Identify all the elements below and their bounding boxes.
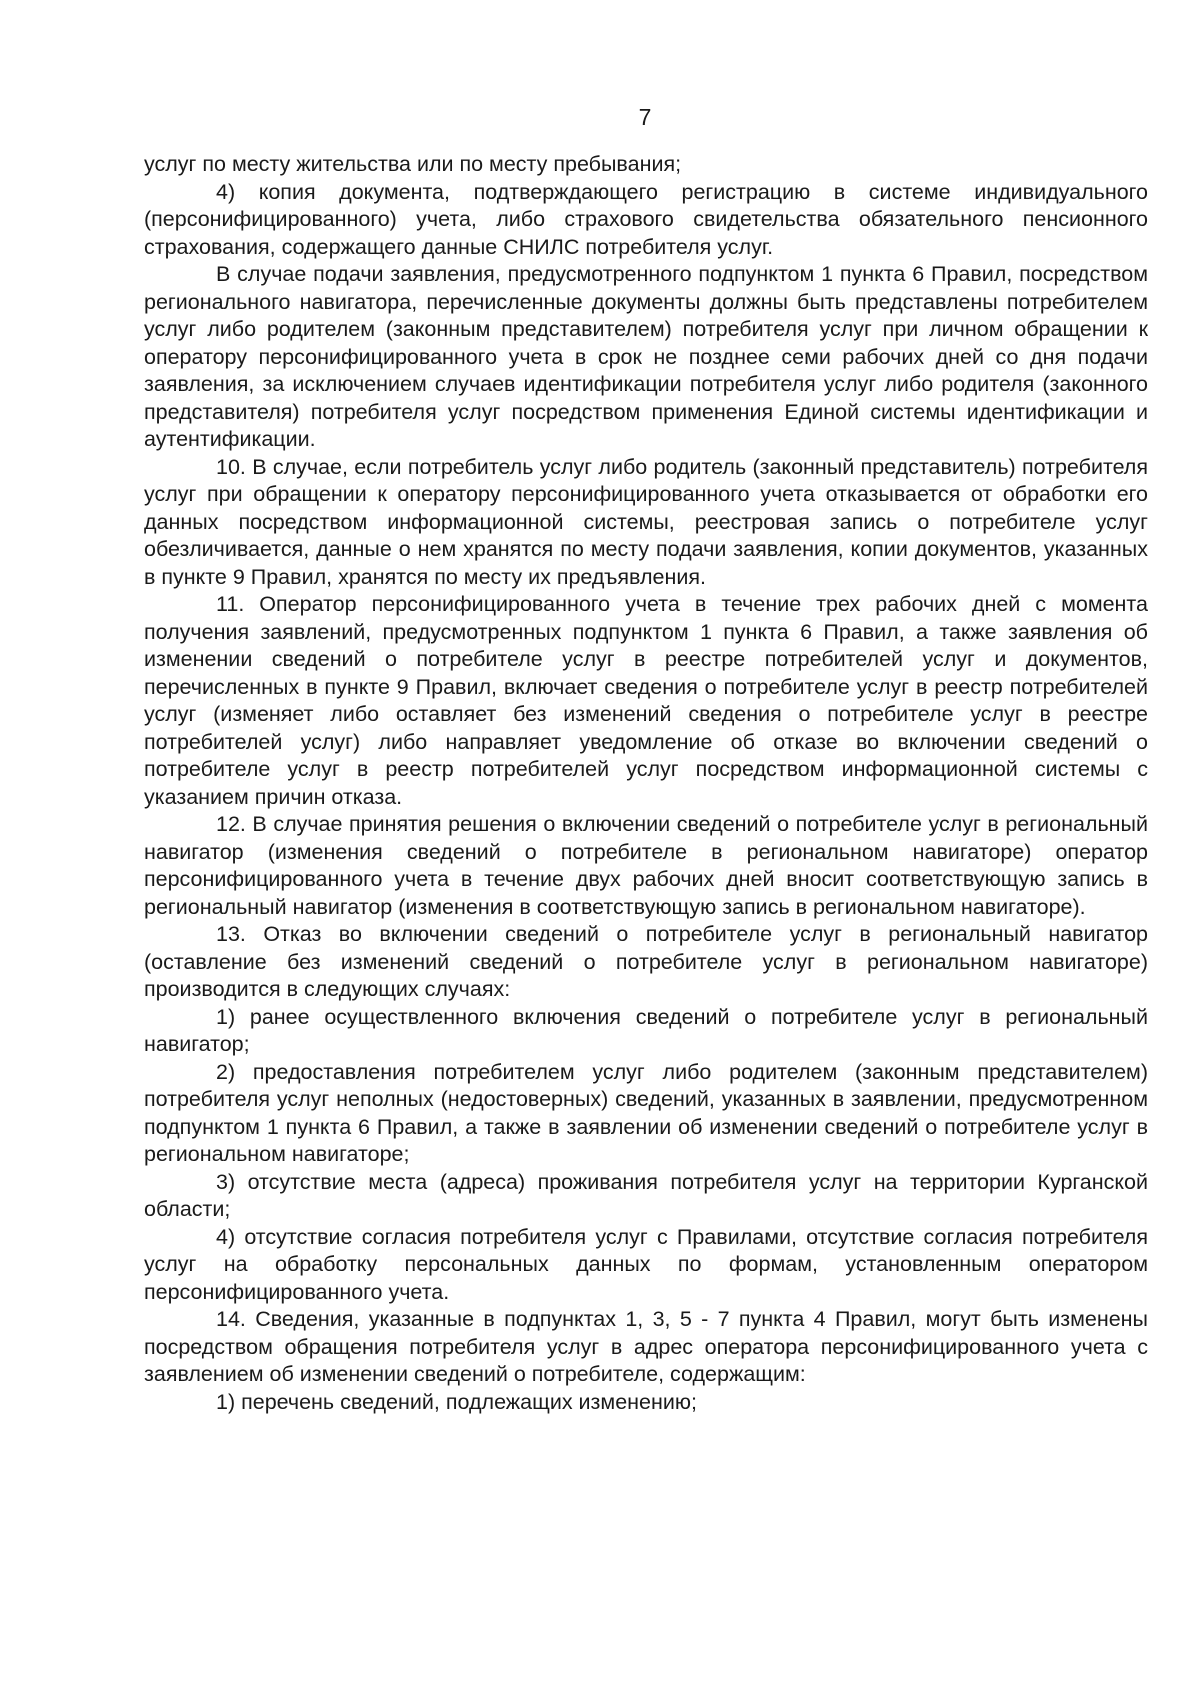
paragraph-navigator-submission: В случае подачи заявления, предусмотренного подпунктом 1 пункта 6 Правил, посредством регионального навигатора, перечисленные документы должны быть представлены потребителем услуг либо родителем (законным представителем) потребителя услуг при личном обращении к оператору персонифицированного учета в срок не позднее семи рабочих дней со дня подачи заявления, за исключением случаев идентификации потребителя услуг либо родителя (законного представителя) потребителя услуг посредством применения Единой системы идентификации и аутентификации. xyxy=(144,262,1148,451)
paragraph-clause-14-item-1: 1) перечень сведений, подлежащих изменению; xyxy=(216,1389,697,1414)
paragraph-item-4: 4) копия документа, подтверждающего регистрацию в системе индивидуального (персонифицированного) учета, либо страхового свидетельства обязательного пенсионного страхования, содержащего данные СНИЛС потребителя услуг. xyxy=(144,179,1148,259)
paragraph-clause-13-item-3: 3) отсутствие места (адреса) проживания потребителя услуг на территории Курганской области; xyxy=(144,1169,1148,1221)
document-body xyxy=(144,151,1148,1416)
paragraph-continuation: услуг по месту жительства или по месту пребывания; xyxy=(144,152,682,176)
paragraph-clause-12: 12. В случае принятия решения о включении сведений о потребителе услуг в региональный навигатор (изменения сведений о потребителе в региональном навигаторе) оператор персонифицированного учета в течение двух рабочих дней вносит соответствующую запись в региональный навигатор (изменения в соответствующую запись в региональном навигаторе). xyxy=(144,812,1148,919)
paragraph-clause-11: 11. Оператор персонифицированного учета в течение трех рабочих дней с момента получения заявлений, предусмотренных подпунктом 1 пункта 6 Правил, а также заявления об изменении сведений о потребителе услуг в реестре потребителей услуг и документов, перечисленных в пункте 9 Правил, включает сведения о потребителе услуг в реестр потребителей услуг (изменяет либо оставляет без изменений сведения о потребителе услуг в реестре потребителей услуг) либо направляет уведомление об отказе во включении сведений о потребителе услуг в реестр потребителей услуг посредством информационной системы с указанием причин отказа. xyxy=(144,592,1148,809)
paragraph-clause-14: 14. Сведения, указанные в подпунктах 1, 3, 5 - 7 пункта 4 Правил, могут быть изменены посредством обращения потребителя услуг в адрес оператора персонифицированного учета с заявлением об изменении сведений о потребителе, содержащим: xyxy=(144,1307,1148,1386)
paragraph-clause-13-item-1: 1) ранее осуществленного включения сведений о потребителе услуг в региональный навигатор; xyxy=(144,1004,1148,1056)
paragraph-clause-13: 13. Отказ во включении сведений о потребителе услуг в региональный навигатор (оставление без изменений сведений о потребителе услуг в региональном навигаторе) производится в следующих случаях: xyxy=(144,922,1148,1001)
paragraph-clause-13-item-2: 2) предоставления потребителем услуг либо родителем (законным представителем) потребителя услуг неполных (недостоверных) сведений, указанных в заявлении, предусмотренном подпунктом 1 пункта 6 Правил, а также в заявлении об изменении сведений о потребителе услуг в региональном навигаторе; xyxy=(144,1059,1148,1166)
page-number: 7 xyxy=(638,104,652,130)
paragraph-clause-10: 10. В случае, если потребитель услуг либо родитель (законный представитель) потребителя услуг при обращении к оператору персонифицированного учета отказывается от обработки его данных посредством информационной системы, реестровая запись о потребителе услуг обезличивается, данные о нем хранятся по месту подачи заявления, копии документов, указанных в пункте 9 Правил, хранятся по месту их предъявления. xyxy=(144,454,1148,589)
paragraph-clause-13-item-4: 4) отсутствие согласия потребителя услуг с Правилами, отсутствие согласия потребителя услуг на обработку персональных данных по формам, установленным оператором персонифицированного учета. xyxy=(144,1224,1148,1304)
